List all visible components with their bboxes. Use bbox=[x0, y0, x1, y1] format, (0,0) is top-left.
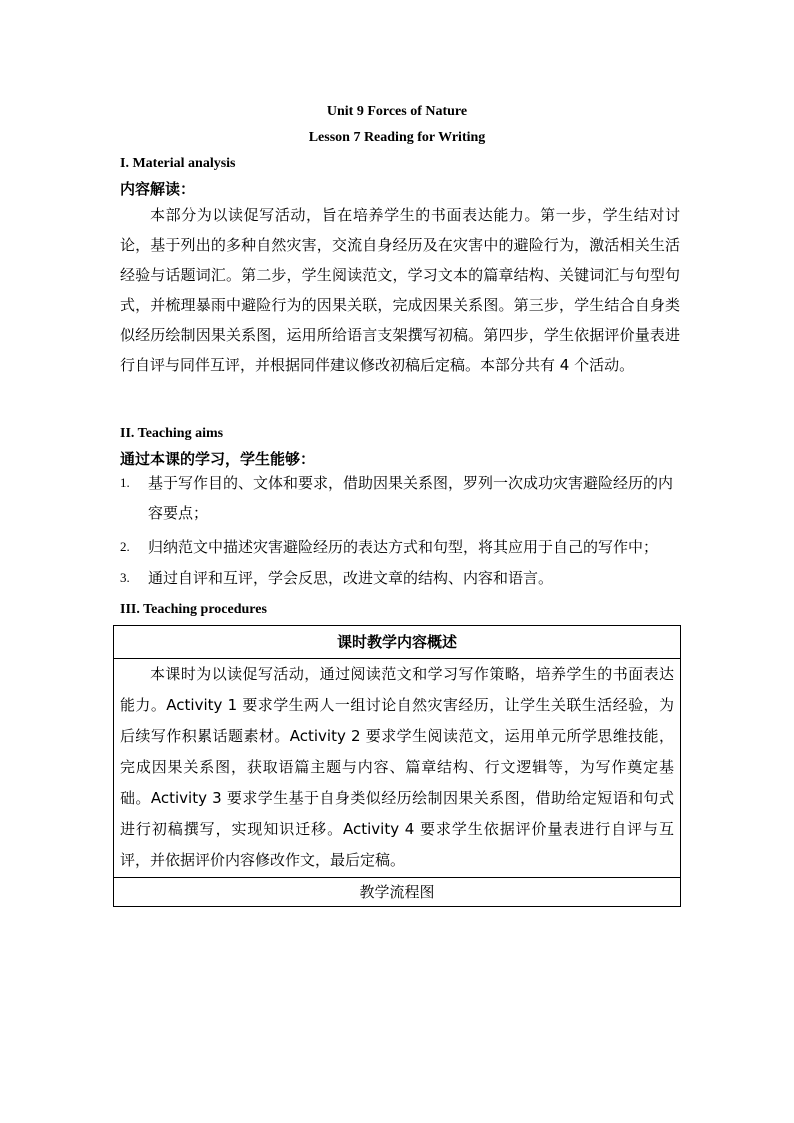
section-heading-teaching-aims: II. Teaching aims bbox=[120, 426, 224, 441]
aim-item bbox=[120, 532, 680, 562]
aim-text: 通过自评和互评，学会反思，改进文章的结构、内容和语言。 bbox=[148, 569, 554, 587]
procedures-table bbox=[113, 625, 681, 907]
table-header-cell: 课时教学内容概述 bbox=[114, 626, 680, 659]
aim-number: 2. bbox=[120, 539, 130, 554]
table-footer-cell: 教学流程图 bbox=[359, 883, 435, 901]
lesson-title: Lesson 7 Reading for Writing bbox=[308, 130, 486, 145]
aim-item bbox=[120, 563, 680, 593]
material-analysis-paragraph: 本部分为以读促写活动，旨在培养学生的书面表达能力。第一步，学生结对讨论，基于列出的多种自然灾害，交流自身经历及在灾害中的避险行为，激活相关生活经验与话题词汇。第二步，学生阅读范文，学习文本的篇章结构、关键词汇与句型句式，并梳理暴雨中避险行为的因果关联，完成因果关系图。第三步，学生结合自身类似经历绘制因果关系图，运用所给语言支架撰写初稿。第四步，学生依据评价量表进行自评与同伴互评，并根据同伴建议修改初稿后定稿。本部分共有 4 个活动。 bbox=[120, 206, 680, 374]
section-heading-material-analysis: I. Material analysis bbox=[120, 156, 236, 171]
section-subheading-content: 内容解读： bbox=[120, 180, 196, 198]
aim-item bbox=[120, 468, 680, 528]
aim-number: 3. bbox=[120, 570, 130, 585]
unit-title: Unit 9 Forces of Nature bbox=[326, 104, 468, 119]
aim-text: 基于写作目的、文体和要求，借助因果关系图，罗列一次成功灾害避险经历的内容要点； bbox=[148, 474, 674, 522]
table-body-cell: 本课时为以读促写活动，通过阅读范文和学习写作策略，培养学生的书面表达能力。Activity 1 要求学生两人一组讨论自然灾害经历，让学生关联生活经验，为后续写作积累话题素材。Activity 2 要求学生阅读范文，运用单元所学思维技能，完成因果关系图，获取语篇主题与内容、篇章结构、行文逻辑等，为写作奠定基础。Activity 3 要求学生基于自身类似经历绘制因果关系图，借助给定短语和句式进行初稿撰写，实现知识迁移。Activity 4 要求学生依据评价量表进行自评与互评，并依据评价内容修改作文，最后定稿。 bbox=[114, 659, 680, 878]
section-heading-teaching-procedures: III. Teaching procedures bbox=[120, 602, 267, 617]
aim-text: 归纳范文中描述灾害避险经历的表达方式和句型，将其应用于自己的写作中； bbox=[148, 538, 659, 556]
aim-number: 1. bbox=[120, 475, 130, 490]
section-subheading-aims: 通过本课的学习，学生能够： bbox=[120, 450, 316, 468]
